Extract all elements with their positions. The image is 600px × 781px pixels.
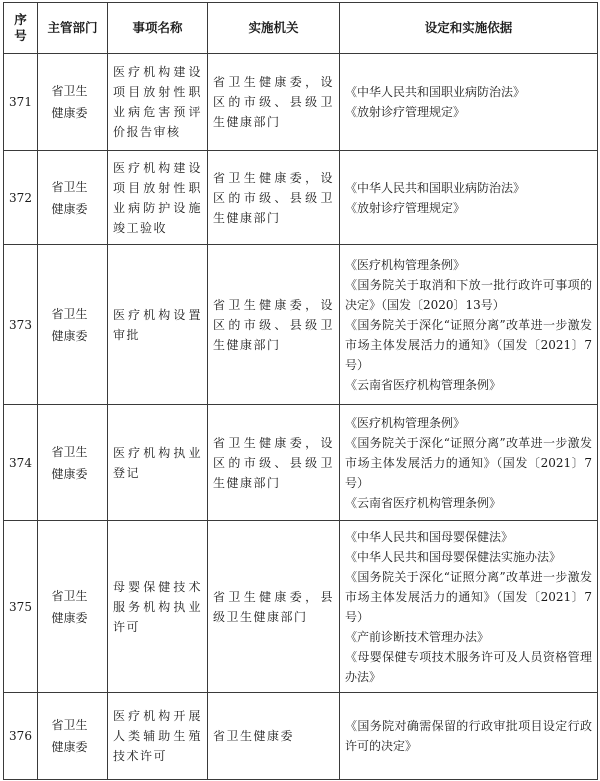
item-name: 医疗机构建设项目放射性职业病危害预评价报告审核 [108, 54, 208, 151]
header-no: 序号 [4, 3, 38, 54]
header-item: 事项名称 [108, 3, 208, 54]
legal-basis-item: 《云南省医疗机构管理条例》 [345, 377, 502, 392]
implementing-agency: 省卫生健康委，设区的市级、县级卫生健康部门 [208, 245, 340, 405]
header-dept: 主管部门 [38, 3, 108, 54]
legal-basis-item: 《医疗机构管理条例》 [345, 415, 466, 430]
department-cell [38, 693, 108, 780]
table-row [4, 521, 598, 693]
legal-basis-cell [340, 693, 598, 780]
legal-basis-item: 《放射诊疗管理规定》 [345, 105, 466, 119]
table-row [4, 54, 598, 151]
department-name: 省卫生健康委 [51, 444, 88, 481]
implementing-agency: 省卫生健康委 [208, 693, 340, 780]
implementing-agency: 省卫生健康委，县级卫生健康部门 [208, 521, 340, 693]
legal-basis-item: 《中华人民共和国职业病防治法》 [345, 180, 526, 195]
legal-basis-item: 《中华人民共和国职业病防治法》 [345, 85, 526, 99]
row-number: 374 [4, 405, 38, 521]
implementing-agency: 省卫生健康委，设区的市级、县级卫生健康部门 [208, 405, 340, 521]
item-name: 医疗机构开展人类辅助生殖技术许可 [108, 693, 208, 780]
department-name: 省卫生健康委 [51, 588, 88, 625]
item-name: 医疗机构执业登记 [108, 405, 208, 521]
department-name: 省卫生健康委 [51, 306, 88, 343]
table-row [4, 405, 598, 521]
legal-basis-item: 《中华人民共和国母婴保健法实施办法》 [345, 549, 562, 564]
legal-basis-item: 《放射诊疗管理规定》 [345, 200, 466, 215]
table-row [4, 693, 598, 780]
row-number: 372 [4, 151, 38, 245]
item-name: 医疗机构建设项目放射性职业病防护设施竣工验收 [108, 151, 208, 245]
department-cell [38, 151, 108, 245]
legal-basis-item: 《医疗机构管理条例》 [345, 257, 466, 272]
item-name: 医疗机构设置审批 [108, 245, 208, 405]
row-number: 376 [4, 693, 38, 780]
legal-basis-item: 《云南省医疗机构管理条例》 [345, 495, 502, 510]
legal-basis-item: 《母婴保健专项技术服务许可及人员资格管理办法》 [345, 649, 592, 684]
legal-basis-item: 《国务院关于深化“证照分离”改革进一步激发市场主体发展活力的通知》（国发〔2021〕7号） [345, 435, 592, 490]
department-name: 省卫生健康委 [51, 179, 88, 216]
legal-basis-cell [340, 405, 598, 521]
legal-basis-item: 《国务院关于深化“证照分离”改革进一步激发市场主体发展活力的通知》（国发〔2021〕7号） [345, 317, 592, 372]
department-name: 省卫生健康委 [51, 84, 88, 120]
department-name: 省卫生健康委 [51, 718, 88, 754]
legal-basis-item: 《产前诊断技术管理办法》 [345, 629, 490, 644]
department-cell [38, 245, 108, 405]
department-cell [38, 521, 108, 693]
legal-basis-item: 《国务院对确需保留的行政审批项目设定行政许可的决定》 [345, 719, 592, 753]
legal-basis-item: 《中华人民共和国母婴保健法》 [345, 529, 514, 544]
row-number: 375 [4, 521, 38, 693]
legal-basis-cell [340, 521, 598, 693]
header-basis: 设定和实施依据 [340, 3, 598, 54]
header-row [4, 3, 598, 54]
department-cell [38, 54, 108, 151]
implementing-agency: 省卫生健康委，设区的市级、县级卫生健康部门 [208, 151, 340, 245]
legal-basis-item: 《国务院关于取消和下放一批行政许可事项的决定》（国发〔2020〕13号） [345, 277, 592, 312]
permit-table [3, 2, 598, 780]
table-row [4, 245, 598, 405]
row-number: 371 [4, 54, 38, 151]
legal-basis-cell [340, 151, 598, 245]
legal-basis-item: 《国务院关于深化“证照分离”改革进一步激发市场主体发展活力的通知》（国发〔2021〕7号） [345, 569, 592, 624]
table-row [4, 151, 598, 245]
implementing-agency: 省卫生健康委，设区的市级、县级卫生健康部门 [208, 54, 340, 151]
legal-basis-cell [340, 54, 598, 151]
item-name: 母婴保健技术服务机构执业许可 [108, 521, 208, 693]
department-cell [38, 405, 108, 521]
row-number: 373 [4, 245, 38, 405]
header-org: 实施机关 [208, 3, 340, 54]
legal-basis-cell [340, 245, 598, 405]
